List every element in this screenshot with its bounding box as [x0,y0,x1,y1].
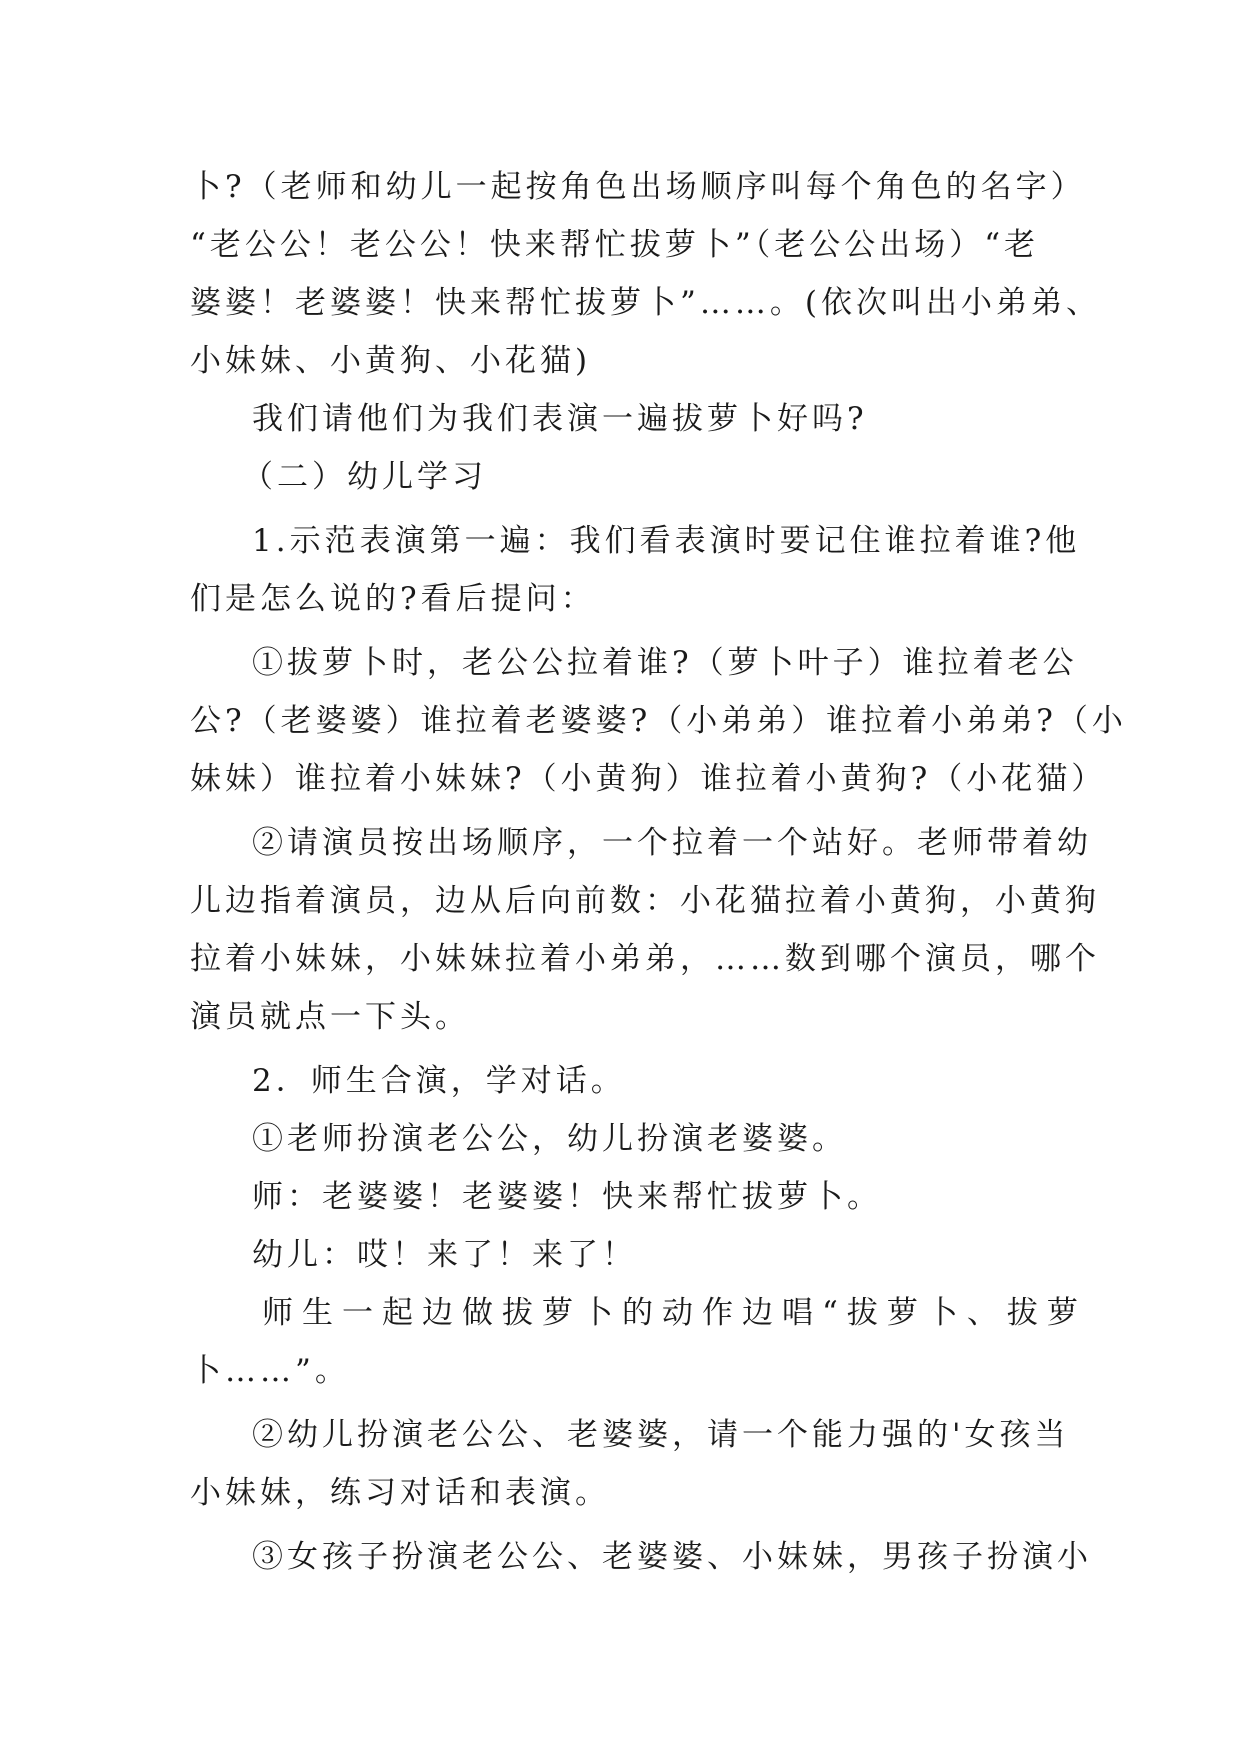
text-line: 拉着小妹妹，小妹妹拉着小弟弟，……数到哪个演员，哪个 [190,941,1100,977]
text-line: 小妹妹，练习对话和表演。 [190,1475,610,1511]
text-line: 婆婆！老婆婆！快来帮忙拔萝卜”……。(依次叫出小弟弟、 [190,285,1101,321]
text-line: ①拔萝卜时，老公公拉着谁?（萝卜叶子）谁拉着老公 [252,645,1078,681]
text-line: 小妹妹、小黄狗、小花猫) [190,343,592,379]
text-line: 幼儿：哎！来了！来了！ [252,1237,637,1273]
text-line: 卜?（老师和幼儿一起按角色出场顺序叫每个角色的名字） [190,169,1086,205]
text-line: ③女孩子扮演老公公、老婆婆、小妹妹，男孩子扮演小 [252,1539,1092,1575]
text-line: 我们请他们为我们表演一遍拔萝卜好吗? [252,401,868,437]
text-line: 儿边指着演员，边从后向前数：小花猫拉着小黄狗，小黄狗 [190,883,1100,919]
text-line: 们是怎么说的?看后提问： [190,581,596,617]
text-line: “老公公！老公公！快来帮忙拔萝卜”（老公公出场）“老 [190,227,1040,263]
section-heading: （二）幼儿学习 [242,459,487,495]
text-line: 卜……”。 [190,1353,350,1389]
document-body [190,158,1127,1586]
text-line: ②幼儿扮演老公公、老婆婆，请一个能力强的'女孩当 [252,1417,1070,1453]
text-line: 师生一起边做拔萝卜的动作边唱“拔萝卜、拔萝 [262,1295,1087,1331]
text-line: 妹妹）谁拉着小妹妹?（小黄狗）谁拉着小黄狗?（小花猫） [190,761,1107,797]
text-line: 师：老婆婆！老婆婆！快来帮忙拔萝卜。 [252,1179,882,1215]
text-line: 2．师生合演，学对话。 [252,1063,626,1099]
text-line: ②请演员按出场顺序，一个拉着一个站好。老师带着幼 [252,825,1092,861]
text-line: ①老师扮演老公公，幼儿扮演老婆婆。 [252,1121,847,1157]
text-line: 1.示范表演第一遍：我们看表演时要记住谁拉着谁?他 [252,523,1081,559]
text-line: 公?（老婆婆）谁拉着老婆婆?（小弟弟）谁拉着小弟弟?（小 [190,703,1127,739]
text-line: 演员就点一下头。 [190,999,470,1035]
